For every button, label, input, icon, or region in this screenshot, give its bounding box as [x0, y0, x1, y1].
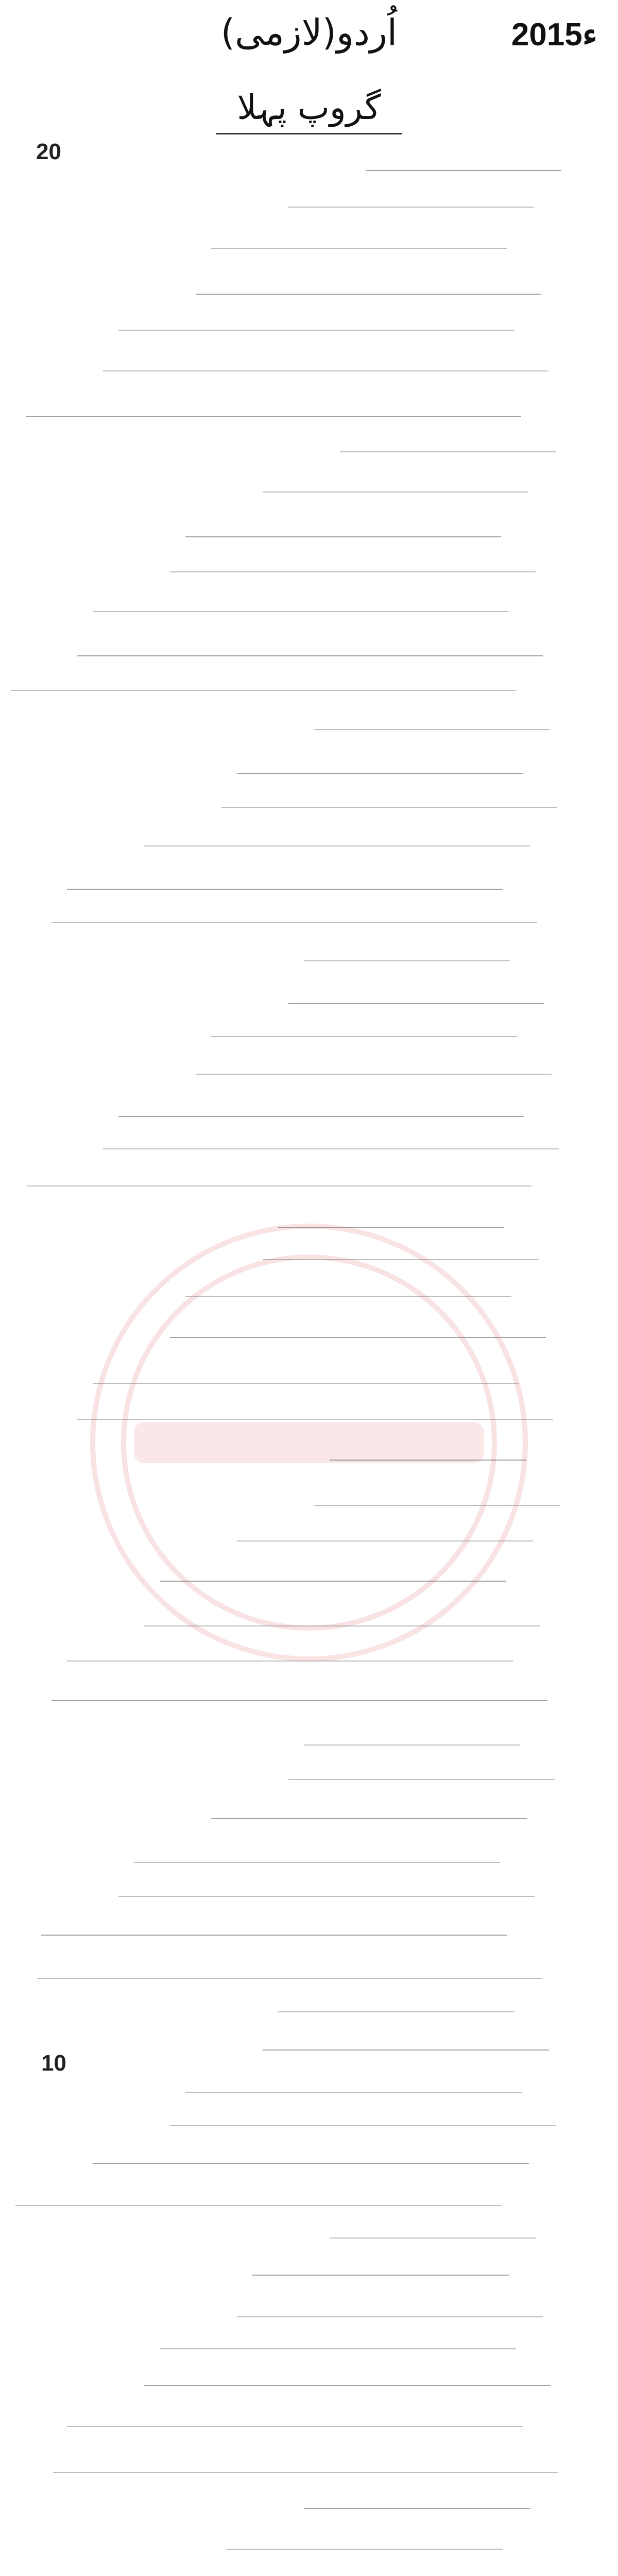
marks-q2: 10	[41, 2050, 66, 2076]
text-row	[37, 1978, 542, 1979]
text-row	[185, 1296, 511, 1297]
text-row	[93, 2163, 529, 2164]
text-row	[252, 2275, 509, 2276]
text-row	[118, 330, 514, 331]
text-row	[211, 1818, 527, 1819]
text-row	[53, 2472, 558, 2473]
text-row	[237, 1540, 533, 1541]
text-row	[27, 1185, 531, 1187]
text-row	[52, 1700, 547, 1701]
text-row	[15, 2205, 502, 2206]
text-row	[304, 1744, 520, 1745]
text-row	[185, 536, 501, 537]
watermark-seal	[41, 1133, 577, 1752]
text-row	[211, 1036, 517, 1037]
text-row	[77, 655, 543, 656]
text-row	[170, 2125, 556, 2126]
text-row	[160, 1581, 506, 1582]
text-row	[103, 370, 548, 371]
group-title: گروپ پہلا	[237, 88, 381, 127]
text-row	[144, 845, 530, 846]
text-row	[144, 2385, 551, 2386]
text-row	[67, 889, 503, 890]
text-row	[288, 207, 534, 208]
text-row	[52, 922, 537, 923]
text-row	[196, 294, 541, 295]
text-row	[118, 1896, 535, 1897]
text-row	[278, 2011, 514, 2012]
text-row	[211, 248, 507, 249]
text-row	[288, 1003, 544, 1004]
text-row	[263, 492, 528, 493]
text-row	[263, 2049, 549, 2050]
text-row	[11, 690, 516, 691]
text-row	[93, 611, 508, 612]
text-row	[330, 2238, 536, 2239]
text-row	[227, 2549, 503, 2550]
text-row	[160, 2348, 516, 2349]
text-row	[314, 729, 550, 730]
text-row	[134, 1862, 500, 1863]
text-row	[330, 1460, 526, 1461]
text-row	[67, 2426, 523, 2427]
subject-title: اُردو(لازمی)	[220, 11, 398, 54]
text-row	[144, 1625, 540, 1626]
text-row	[278, 1227, 504, 1228]
text-row	[67, 1660, 513, 1662]
text-row	[170, 571, 536, 572]
text-row	[304, 960, 510, 961]
text-row	[77, 1419, 553, 1420]
text-row	[340, 451, 556, 452]
group-underline	[216, 133, 402, 134]
text-row	[93, 1383, 519, 1384]
text-row	[118, 1116, 524, 1117]
text-row	[185, 2092, 522, 2093]
text-row	[170, 1337, 546, 1338]
text-row	[221, 807, 557, 808]
text-row	[103, 1148, 559, 1149]
text-row	[304, 2508, 530, 2509]
text-row	[26, 416, 521, 417]
year: 2015ء	[511, 17, 597, 53]
text-row	[288, 1779, 555, 1780]
text-row	[41, 1935, 507, 1936]
text-row	[196, 1074, 552, 1075]
marks-q1: 20	[36, 139, 61, 164]
text-row	[237, 2316, 543, 2317]
text-row	[263, 1259, 539, 1260]
text-row	[237, 773, 523, 774]
text-row	[366, 170, 561, 171]
text-row	[314, 1505, 560, 1506]
